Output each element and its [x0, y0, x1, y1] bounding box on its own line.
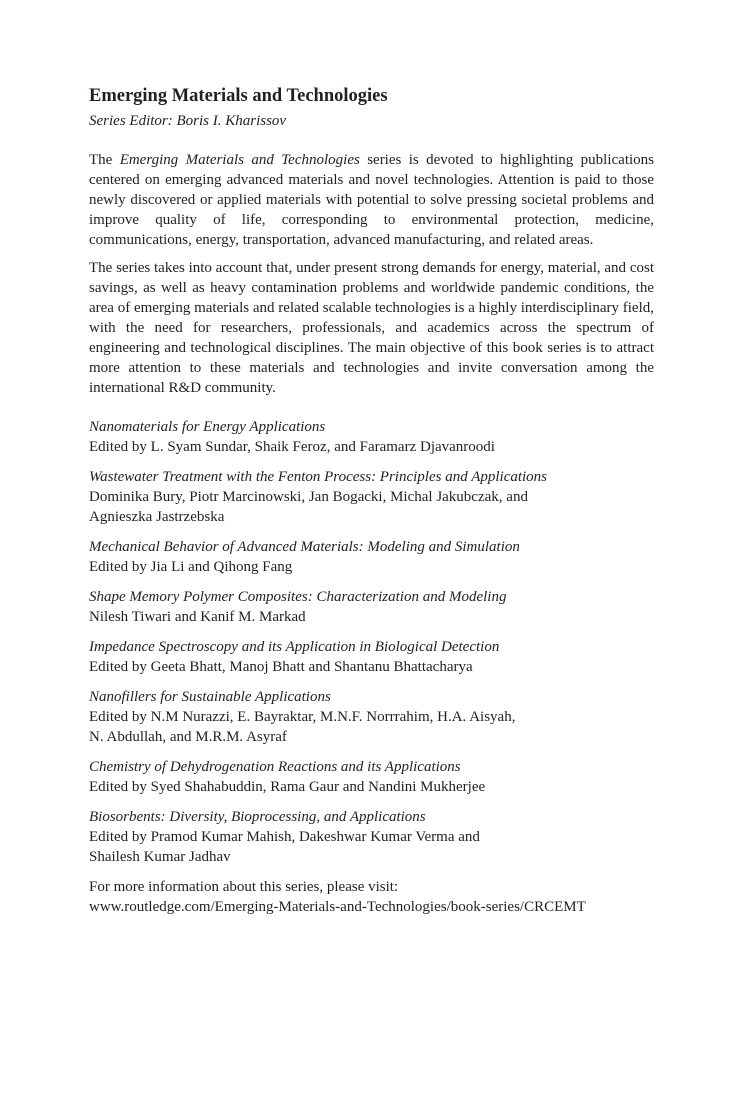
- book-list: [89, 417, 654, 867]
- book-editors-continued: N. Abdullah, and M.R.M. Asyraf: [89, 729, 287, 745]
- book-title: Chemistry of Dehydrogenation Reactions and its Applications: [89, 759, 461, 775]
- book-title: Biosorbents: Diversity, Bioprocessing, and Applications: [89, 809, 426, 825]
- book-editors: Edited by Geeta Bhatt, Manoj Bhatt and Shantanu Bhattacharya: [89, 659, 473, 675]
- more-info-text: For more information about this series, please visit:: [89, 879, 399, 895]
- book-item: [89, 807, 654, 867]
- series-url-link[interactable]: www.routledge.com/Emerging-Materials-and-Technologies/book-series/CRCEMT: [89, 899, 586, 915]
- series-title: Emerging Materials and Technologies: [89, 86, 388, 106]
- intro-paragraph-2: The series takes into account that, under present strong demands for energy, material, and cost savings, as well as heavy contamination problems and worldwide pandemic conditions, the area of emerging materials and related scalable technologies is a highly interdisciplinary field, with the need for researchers, professionals, and academics across the spectrum of engineering and technological disciplines. The main objective of this book series is to attract more attention to these materials and technologies and invite conversation among the international R&D community.: [89, 260, 654, 396]
- book-editors: Edited by L. Syam Sundar, Shaik Feroz, and Faramarz Djavanroodi: [89, 439, 495, 455]
- book-editors: Dominika Bury, Piotr Marcinowski, Jan Bogacki, Michal Jakubczak, and: [89, 489, 528, 505]
- book-editors-continued: Agnieszka Jastrzebska: [89, 509, 225, 525]
- book-title: Shape Memory Polymer Composites: Characterization and Modeling: [89, 589, 507, 605]
- book-title: Impedance Spectroscopy and its Application in Biological Detection: [89, 639, 500, 655]
- book-title: Nanomaterials for Energy Applications: [89, 419, 326, 435]
- book-editors-continued: Shailesh Kumar Jadhav: [89, 849, 231, 865]
- book-item: [89, 587, 654, 627]
- book-editors: Edited by Jia Li and Qihong Fang: [89, 559, 293, 575]
- book-editors: Nilesh Tiwari and Kanif M. Markad: [89, 609, 306, 625]
- book-item: [89, 467, 654, 527]
- book-editors: Edited by Syed Shahabuddin, Rama Gaur and Nandini Mukherjee: [89, 779, 486, 795]
- series-editor: Series Editor: Boris I. Kharissov: [89, 113, 287, 129]
- intro-lead: The: [89, 152, 120, 168]
- book-item: [89, 417, 654, 457]
- series-page: [89, 84, 654, 917]
- book-editors: Edited by N.M Nurazzi, E. Bayraktar, M.N.F. Norrrahim, H.A. Aisyah,: [89, 709, 516, 725]
- intro-series-name: Emerging Materials and Technologies: [119, 152, 360, 168]
- book-item: [89, 687, 654, 747]
- more-info: [89, 877, 654, 917]
- book-item: [89, 757, 654, 797]
- book-item: [89, 537, 654, 577]
- book-title: Wastewater Treatment with the Fenton Process: Principles and Applications: [89, 469, 548, 485]
- intro-rest: series is devoted to highlighting publications centered on emerging advanced materials and novel technologies. Attention is paid to those newly discovered or applied materials with potential to solve pressing societal problems and improve quality of life, corresponding to environmental protection, medicine, communications, energy, transportation, advanced manufacturing, and related areas.: [89, 152, 654, 248]
- book-title: Mechanical Behavior of Advanced Materials: Modeling and Simulation: [89, 539, 520, 555]
- book-editors: Edited by Pramod Kumar Mahish, Dakeshwar Kumar Verma and: [89, 829, 480, 845]
- book-title: Nanofillers for Sustainable Applications: [89, 689, 331, 705]
- intro-paragraph-1: [89, 150, 654, 250]
- book-item: [89, 637, 654, 677]
